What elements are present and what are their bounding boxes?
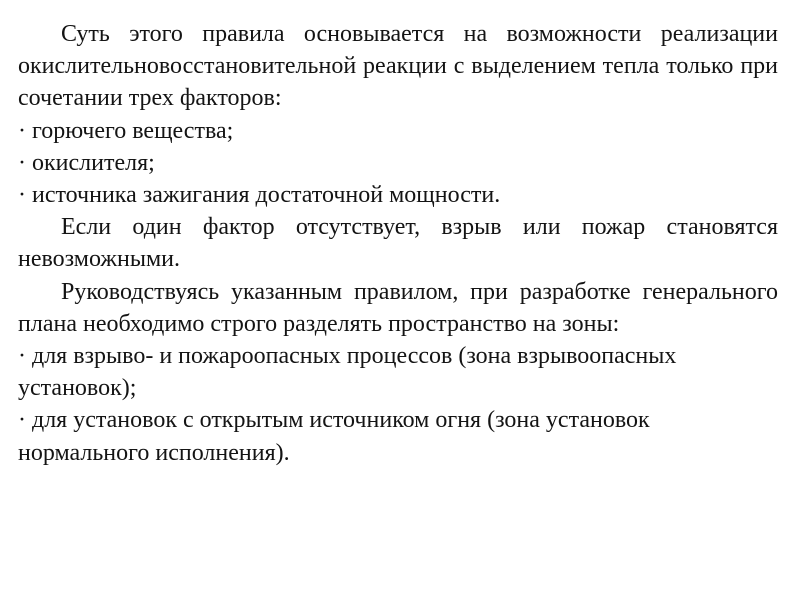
- paragraph-master-plan: Руководствуясь указанным правилом, при разработке генерального плана необходимо строго разделять пространство на зоны:: [18, 278, 778, 337]
- bullet-combustible: · горючего вещества;: [18, 117, 234, 144]
- bullet-open-fire-zone: · для установок с открытым источником огня (зона установок нормального исполнения).: [18, 407, 650, 466]
- paragraph-rule-essence: Суть этого правила основывается на возможности реализации окислительновосстановительной реакции с выделением тепла только при сочетании трех факторов:: [18, 21, 778, 112]
- bullet-explosive-zone: · для взрыво- и пожароопасных процессов (зона взрывоопасных установок);: [18, 343, 677, 402]
- bullet-oxidizer: · окислителя;: [18, 149, 155, 176]
- paragraph-missing-factor: Если один фактор отсутствует, взрыв или пожар становятся невозможными.: [18, 214, 778, 273]
- bullet-ignition-source: · источника зажигания достаточной мощности.: [18, 182, 501, 209]
